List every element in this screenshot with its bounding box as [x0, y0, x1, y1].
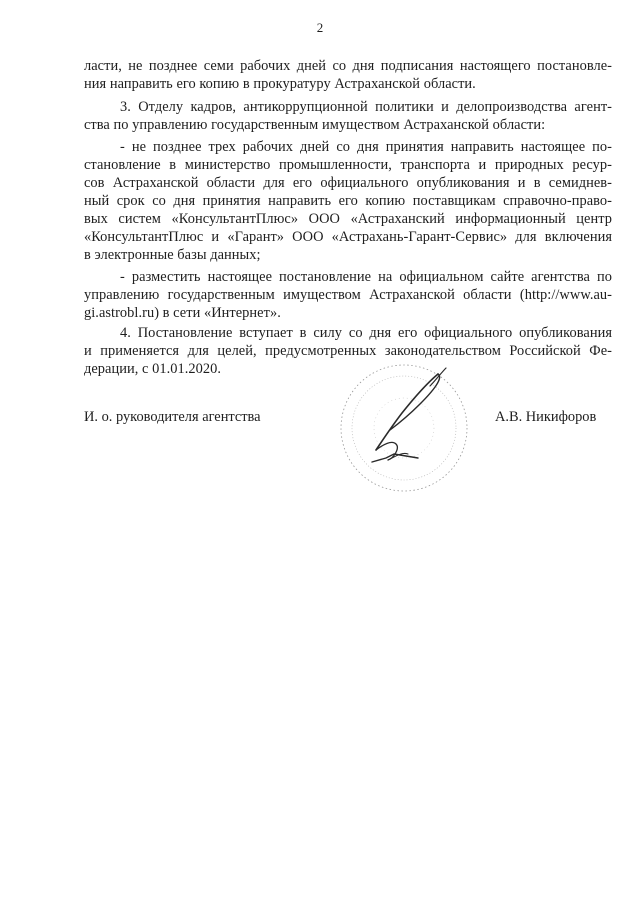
text-line: в электронные базы данных; — [84, 247, 261, 263]
text-line: ства по управлению государственным имуществом Астраханской области: — [84, 117, 546, 133]
text-line: и применяется для целей, предусмотренных законодательством Российской Фе- — [84, 343, 612, 359]
text-line: управлению государственным имуществом Астраханской области (http://www.au- — [84, 287, 612, 303]
signature-stamp — [334, 358, 474, 498]
text-line: «КонсультантПлюс и «Гарант» ООО «Астрахань-Гарант-Сервис» для включения — [84, 229, 612, 245]
page-number: 2 — [316, 20, 324, 35]
signatory-title: И. о. руководителя агентства — [84, 409, 261, 425]
text-line: сов Астраханской области для его официального опубликования и в семиднев- — [84, 175, 612, 191]
text-line: вых систем «КонсультантПлюс» ООО «Астраханский информационный центр — [84, 211, 612, 227]
signatory-name: А.В. Никифоров — [495, 409, 597, 425]
text-line: gi.astrobl.ru) в сети «Интернет». — [84, 305, 281, 321]
text-line: - разместить настоящее постановление на официальном сайте агентства по — [120, 269, 612, 285]
text-line: 4. Постановление вступает в силу со дня его официального опубликования — [120, 325, 612, 341]
text-line: - не позднее трех рабочих дней со дня принятия направить настоящее по- — [120, 139, 612, 155]
text-line: ласти, не позднее семи рабочих дней со дня подписания настоящего постановле- — [84, 58, 612, 74]
text-line: дерации, с 01.01.2020. — [84, 361, 222, 377]
text-line: 3. Отделу кадров, антикоррупционной политики и делопроизводства агент- — [120, 99, 612, 115]
text-line: ния направить его копию в прокуратуру Астраханской области. — [84, 76, 476, 92]
text-line: ный срок со дня принятия направить его копию поставщикам справочно-право- — [84, 193, 612, 209]
text-line: становление в министерство промышленности, транспорта и природных ресур- — [84, 157, 612, 173]
